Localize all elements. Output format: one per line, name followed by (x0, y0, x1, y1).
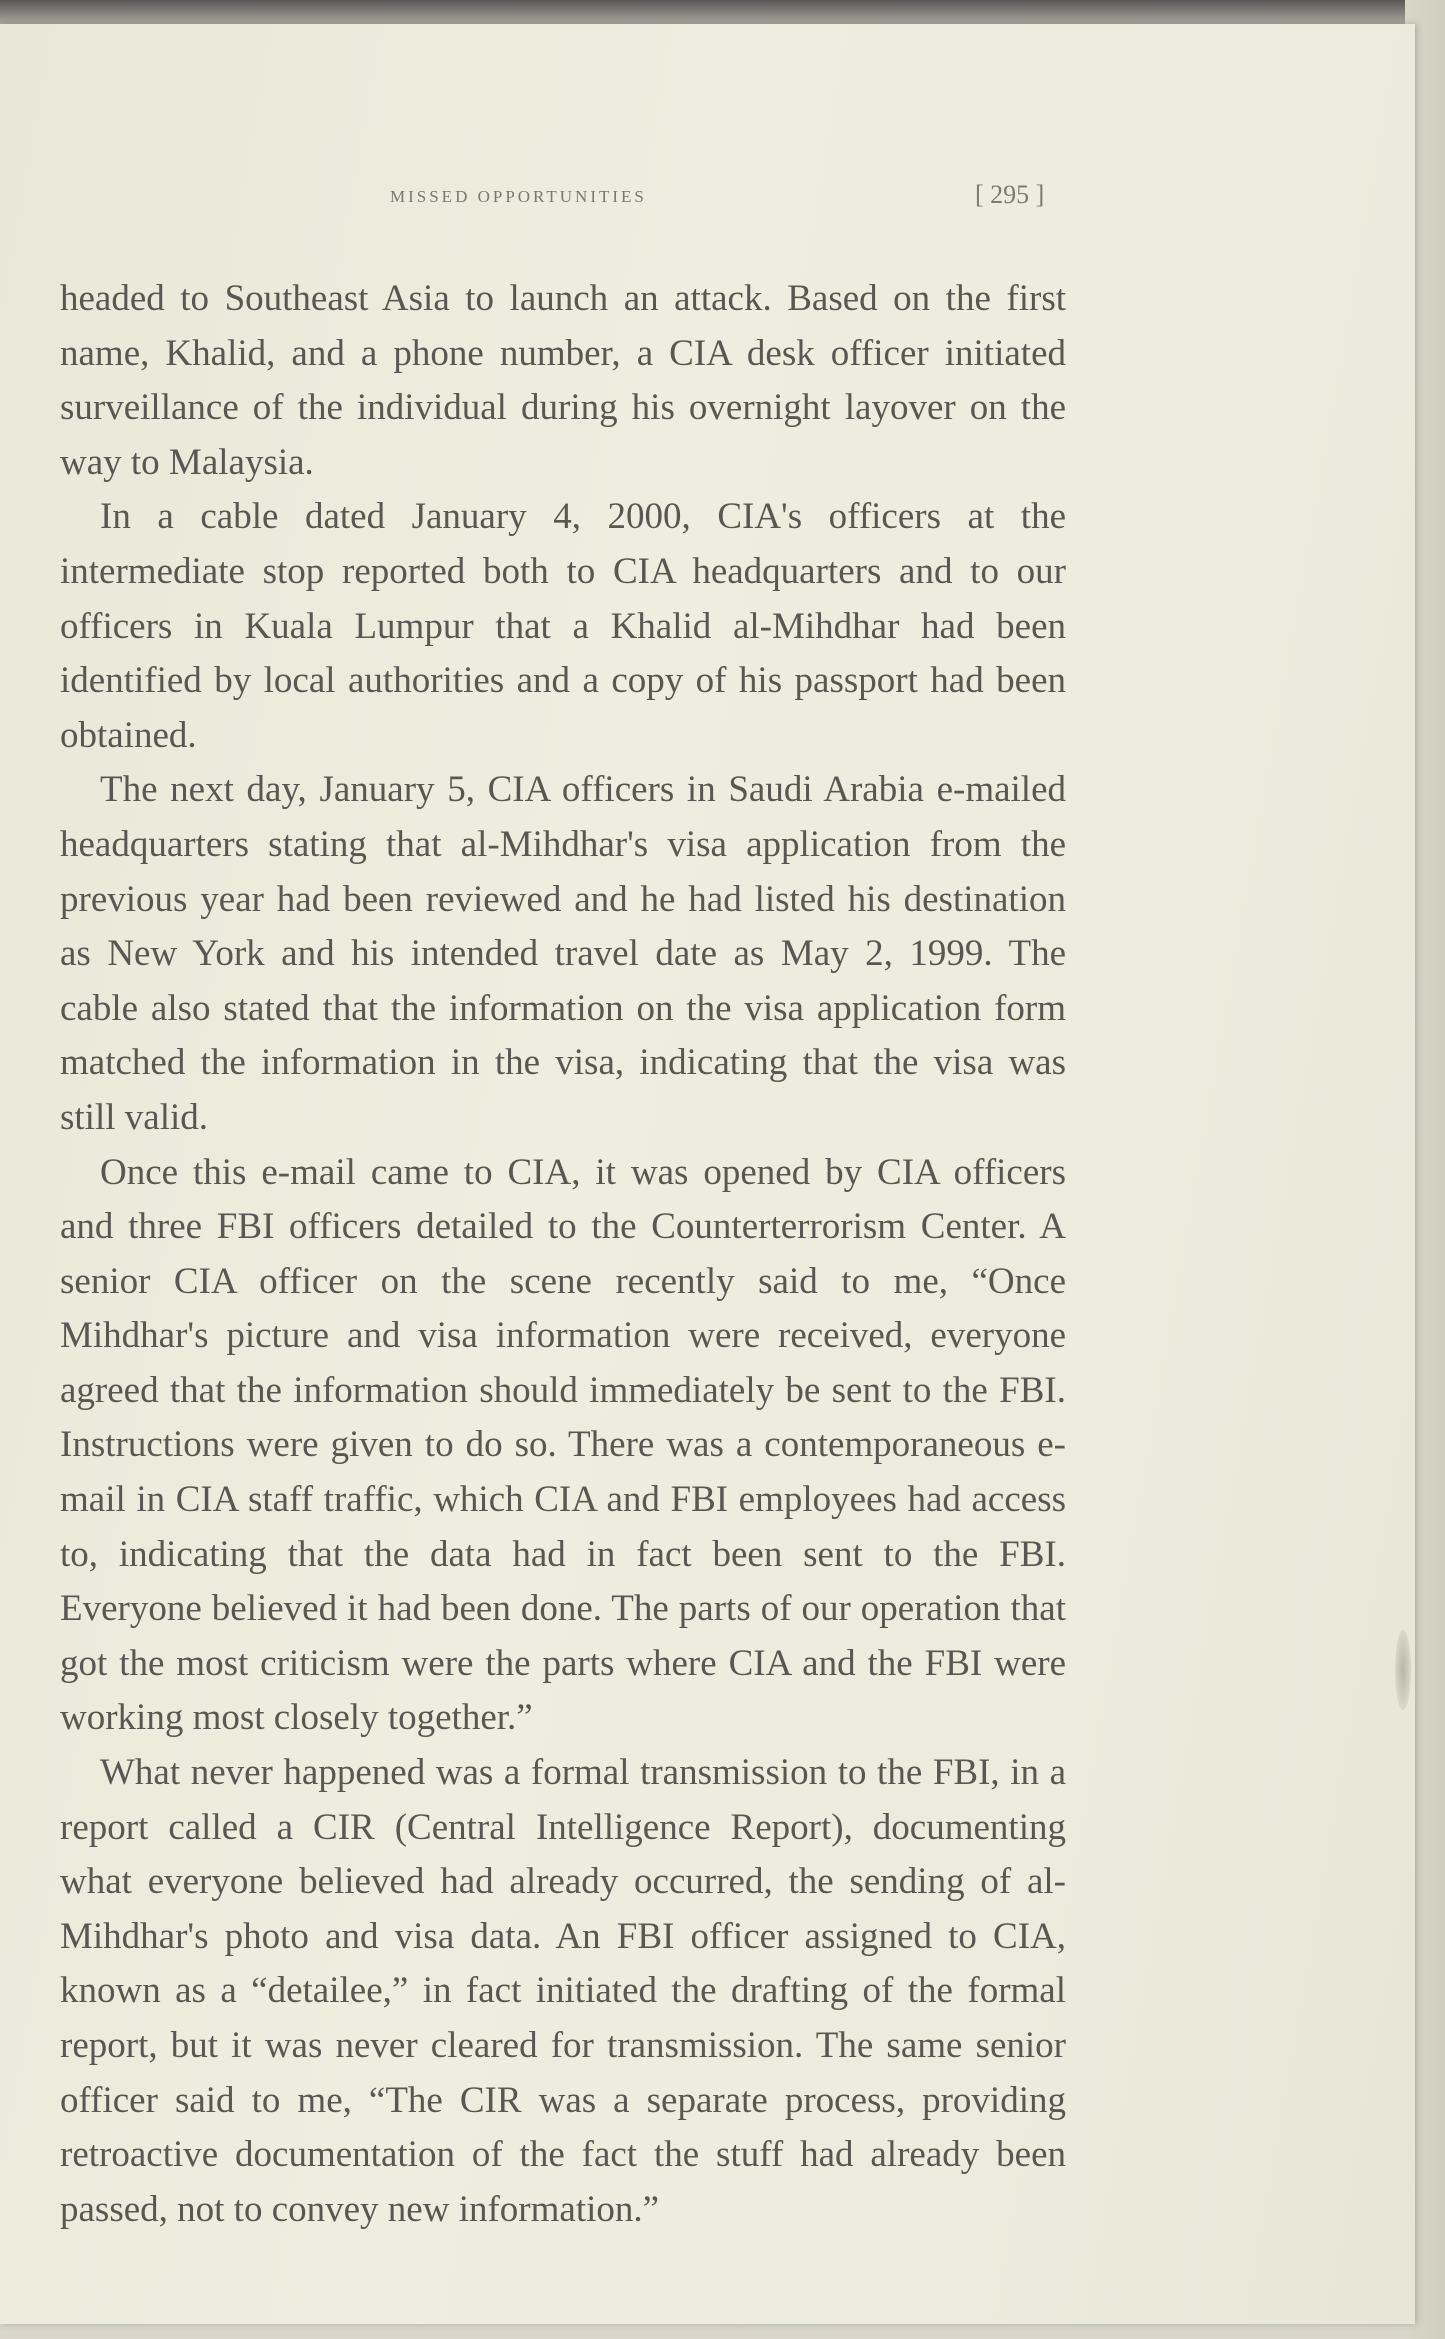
running-head: MISSED OPPORTUNITIES (390, 187, 647, 206)
paragraph-4: Once this e-mail came to CIA, it was opened by CIA officers and three FBI officers detailed to the Counterterrorism Center. A senior CIA officer on the scene recently said to me, “Once Mihdhar's picture and visa information were received, everyone agreed that the information should immediately be sent to the FBI. Instructions were given to do so. There was a contemporaneous e-mail in CIA staff traffic, which CIA and FBI employees had access to, indicating that the data had in fact been sent to the FBI. Everyone believed it had been done. The parts of our operation that got the most criticism were the parts where CIA and the FBI were working most closely together.” (60, 1151, 1066, 1739)
page-number: [ 295 ] (975, 180, 1045, 209)
paragraph-2: In a cable dated January 4, 2000, CIA's officers at the intermediate stop reported both to CIA headquarters and to our officers in Kuala Lumpur that a Khalid al-Mihdhar had been identified by local authorities and a copy of his passport had been obtained. (60, 496, 1066, 756)
book-page (0, 24, 1415, 2324)
page-smudge (1395, 1630, 1411, 1710)
paragraph-1: headed to Southeast Asia to launch an attack. Based on the first name, Khalid, and a phone number, a CIA desk officer initiated surveillance of the individual during his overnight layover on the way to Malaysia. (60, 278, 1066, 483)
paragraph-3: The next day, January 5, CIA officers in Saudi Arabia e-mailed headquarters stating that al-Mihdhar's visa application from the previous year had been reviewed and he had listed his destination as New York and his intended travel date as May 2, 1999. The cable also stated that the information on the visa application form matched the information in the visa, indicating that the visa was still valid. (60, 769, 1066, 1138)
body-text (60, 272, 1066, 2237)
paragraph-5: What never happened was a formal transmission to the FBI, in a report called a CIR (Central Intelligence Report), documenting what everyone believed had already occurred, the sending of al-Mihdhar's photo and visa data. An FBI officer assigned to CIA, known as a “detailee,” in fact initiated the drafting of the formal report, but it was never cleared for transmission. The same senior officer said to me, “The CIR was a separate process, providing retroactive documentation of the fact the stuff had already been passed, not to convey new information.” (60, 1752, 1066, 2230)
